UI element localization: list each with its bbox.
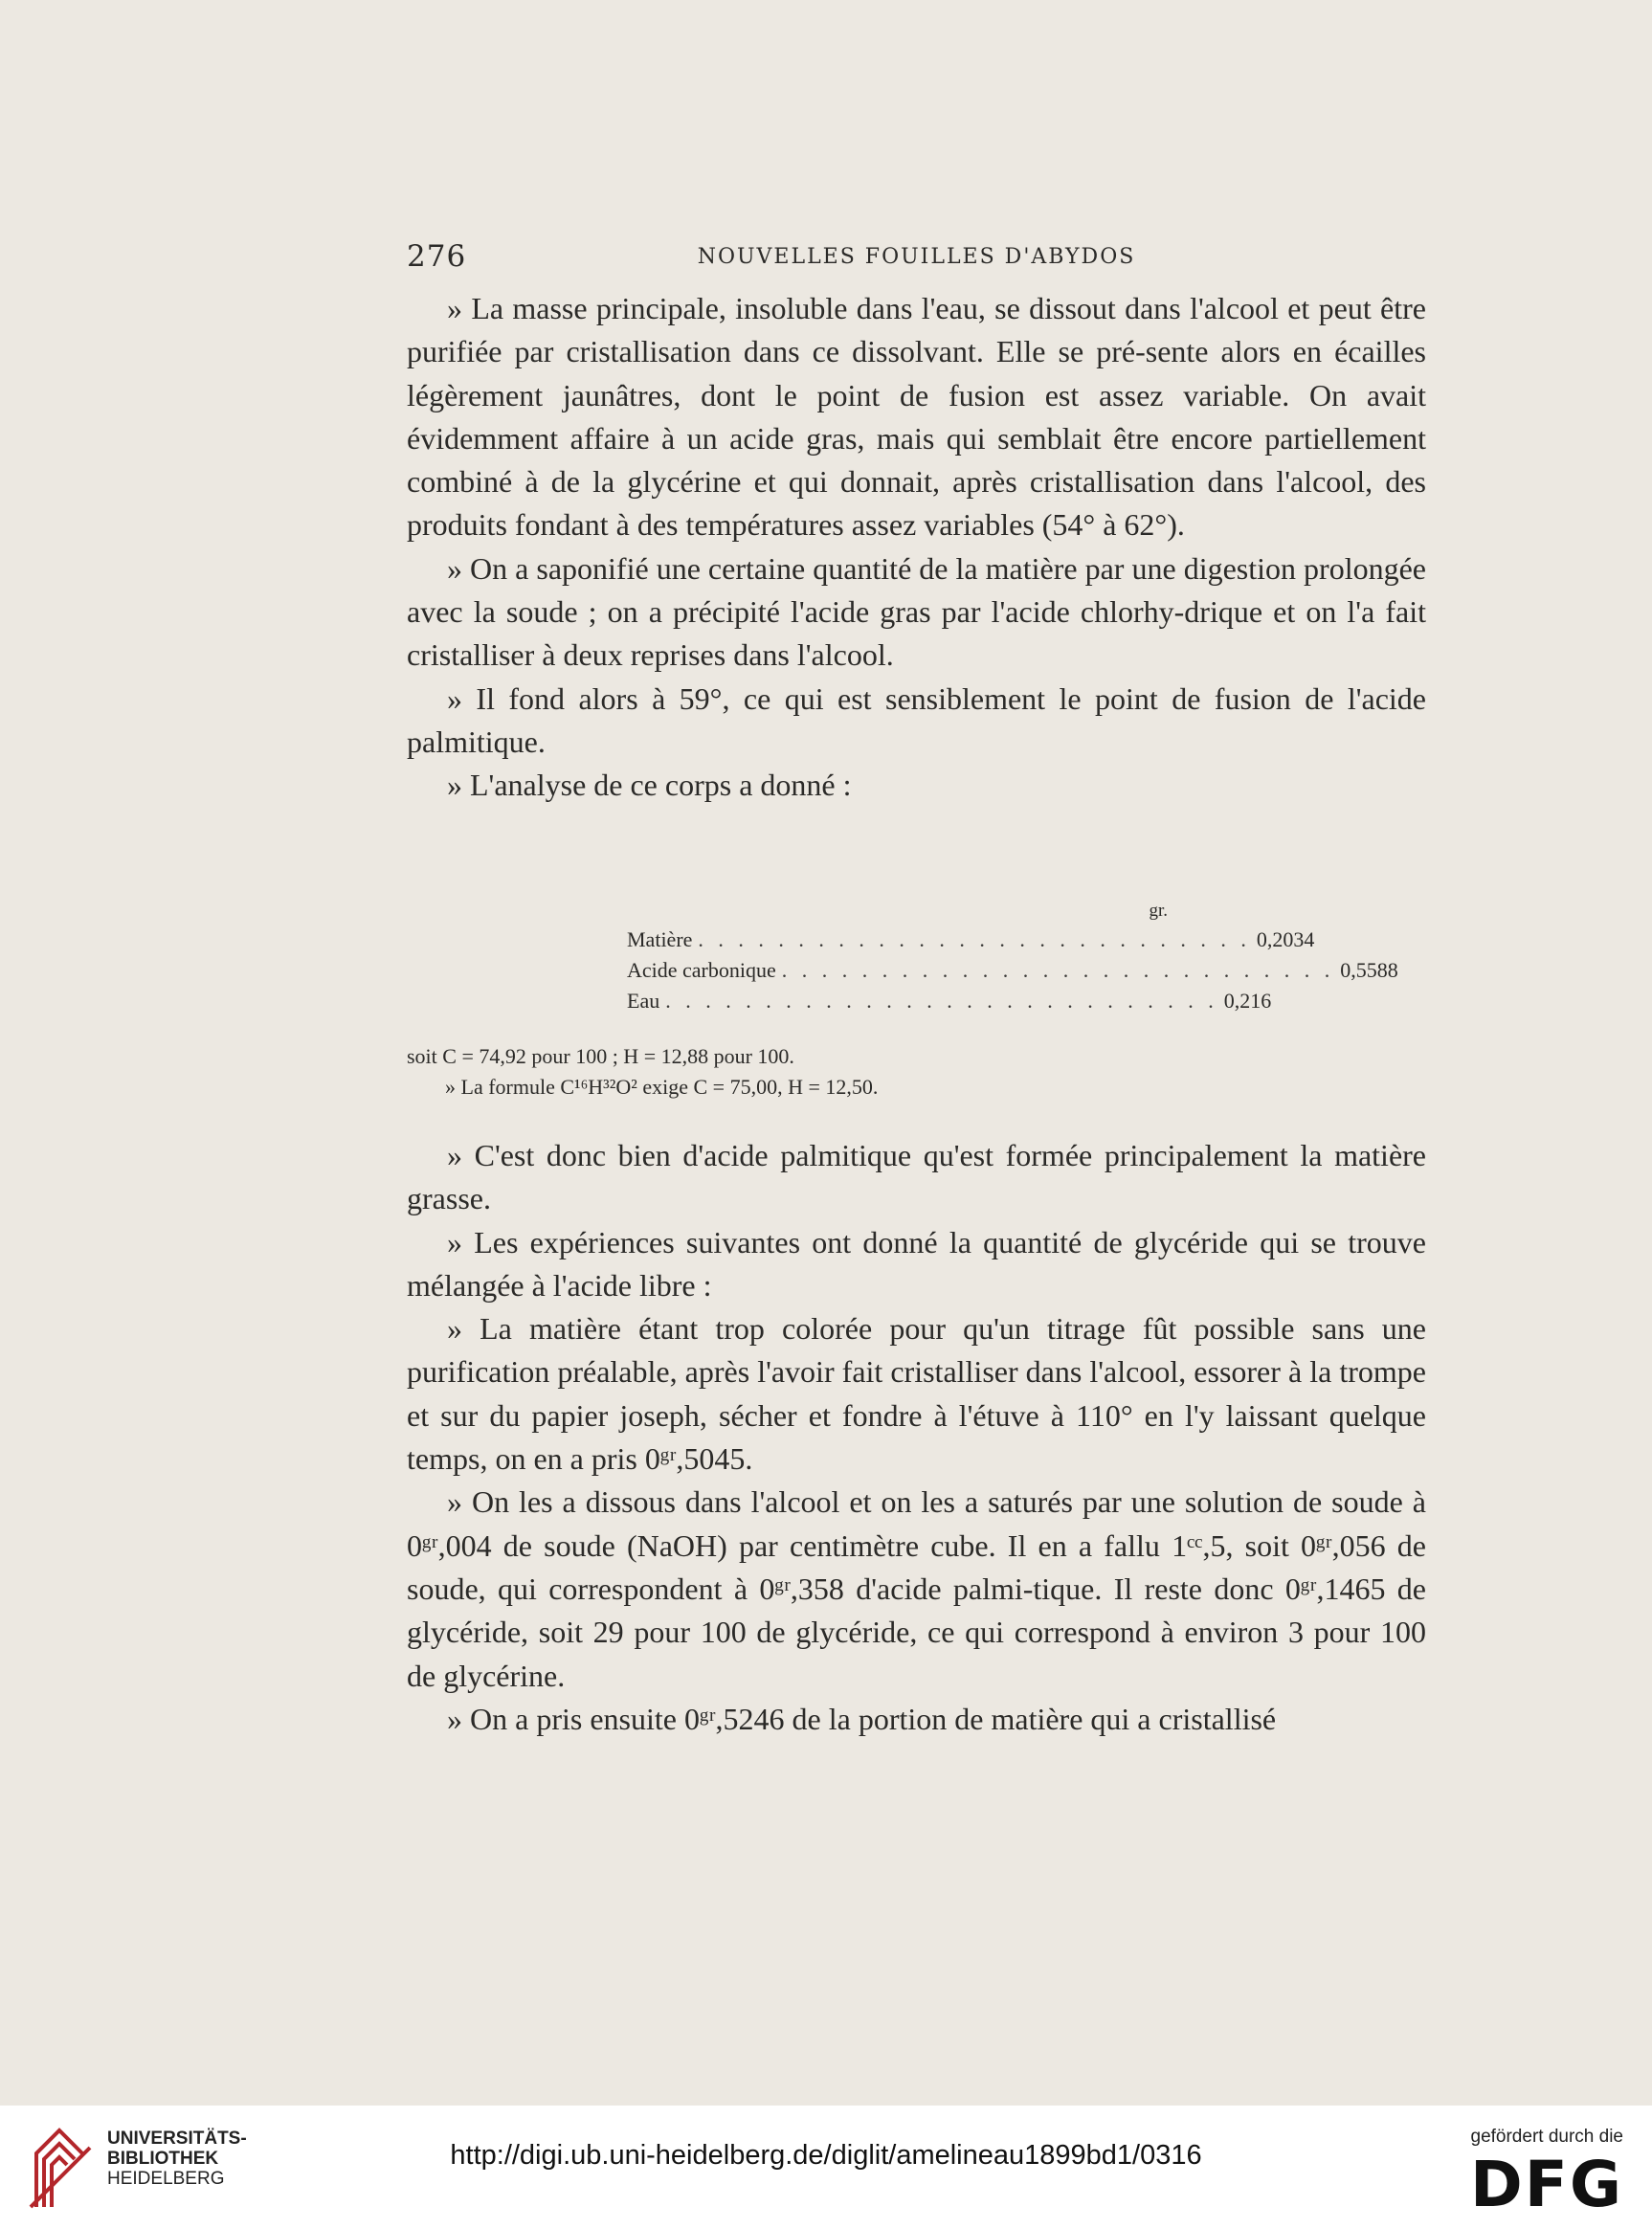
- result-line: soit C = 74,92 pour 100 ; H = 12,88 pour 100.: [407, 1044, 794, 1068]
- funding-label: gefördert durch die: [1470, 2127, 1623, 2147]
- table-row: [627, 925, 1315, 955]
- result-lines: [407, 1041, 1426, 1103]
- table-row: [627, 955, 1398, 986]
- page-header: [407, 239, 1426, 278]
- row-value: 0,2034: [1256, 927, 1315, 951]
- row-label: Matière: [627, 927, 693, 951]
- paragraph: » La masse principale, insoluble dans l'eau, se dissout dans l'alcool et peut être purifiée par cristallisation dans ce dissolvant. Elle se pré-sente alors en écailles légèrement jaunâtres, dont le point de fusion est assez variable. On avait évidemment affaire à un acide gras, mais qui semblait être encore partiellement combiné à de la glycérine et qui donnait, après cristallisation dans l'alcool, des produits fondant à des températures assez variables (54° à 62°).: [407, 291, 1426, 543]
- body-text-lower: [407, 1134, 1426, 1741]
- paragraph: » On a pris ensuite 0ᵍʳ,5246 de la portion de matière qui a cristallisé: [447, 1701, 1277, 1736]
- row-value: 0,216: [1223, 989, 1272, 1013]
- dot-leader: . . . . . . . . . . . . . . . . . . . . . . . . . . . .: [665, 989, 1218, 1013]
- digitization-footer: [0, 2106, 1652, 2229]
- analysis-table: [627, 896, 1398, 1016]
- paragraph: » C'est donc bien d'acide palmitique qu'est formée principalement la matière grasse.: [407, 1138, 1426, 1216]
- row-value: 0,5588: [1340, 958, 1398, 982]
- unit-label: gr.: [1149, 901, 1168, 921]
- formula-line: » La formule C¹⁶H³²O² exige C = 75,00, H = 12,50.: [445, 1075, 879, 1099]
- permalink-url[interactable]: http://digi.ub.uni-heidelberg.de/diglit/amelineau1899bd1/0316: [450, 2140, 1202, 2171]
- paragraph: » La matière étant trop colorée pour qu'un titrage fût possible sans une purification préalable, après l'avoir fait cristalliser dans l'alcool, essorer à la trompe et sur du papier joseph, sécher et fondre à l'étuve à 110° en l'y laissant quelque temps, on en a pris 0ᵍʳ,5045.: [407, 1311, 1426, 1477]
- paragraph: » Les expériences suivantes ont donné la quantité de glycéride qui se trouve mélangée à l'acide libre :: [407, 1224, 1426, 1303]
- paragraph: » On les a dissous dans l'alcool et on les a saturés par une solution de soude à 0ᵍʳ,004 de soude (NaOH) par centimètre cube. Il en a fallu 1ᶜᶜ,5, soit 0ᵍʳ,056 de soude, qui correspondent à 0ᵍʳ,358 d'acide palmi-tique. Il reste donc 0ᵍʳ,1465 de glycéride, soit 29 pour 100 de glycéride, ce qui correspond à environ 3 pour 100 de glycérine.: [407, 1484, 1426, 1693]
- table-row: [627, 986, 1272, 1016]
- dot-leader: . . . . . . . . . . . . . . . . . . . . . . . . . . . .: [781, 958, 1335, 982]
- running-title: NOUVELLES FOUILLES D'ABYDOS: [697, 245, 1136, 269]
- paragraph: » On a saponifié une certaine quantité de la matière par une digestion prolongée avec la soude ; on a précipité l'acide gras par l'acide chlorhy-drique et on l'a fait cristalliser à deux reprises dans l'alcool.: [407, 550, 1426, 673]
- paragraph: » L'analyse de ce corps a donné :: [447, 768, 852, 803]
- row-label: Eau: [627, 989, 660, 1013]
- dot-leader: . . . . . . . . . . . . . . . . . . . . . . . . . . . .: [698, 927, 1251, 951]
- page-number: 276: [407, 239, 467, 274]
- row-label: Acide carbonique: [627, 958, 776, 982]
- library-name: UNIVERSITÄTS- BIBLIOTHEK HEIDELBERG: [107, 2129, 247, 2189]
- dfg-logo: DFG: [1469, 2148, 1623, 2221]
- paragraph: » Il fond alors à 59°, ce qui est sensiblement le point de fusion de l'acide palmitique.: [407, 680, 1426, 759]
- body-text-upper: [407, 287, 1426, 808]
